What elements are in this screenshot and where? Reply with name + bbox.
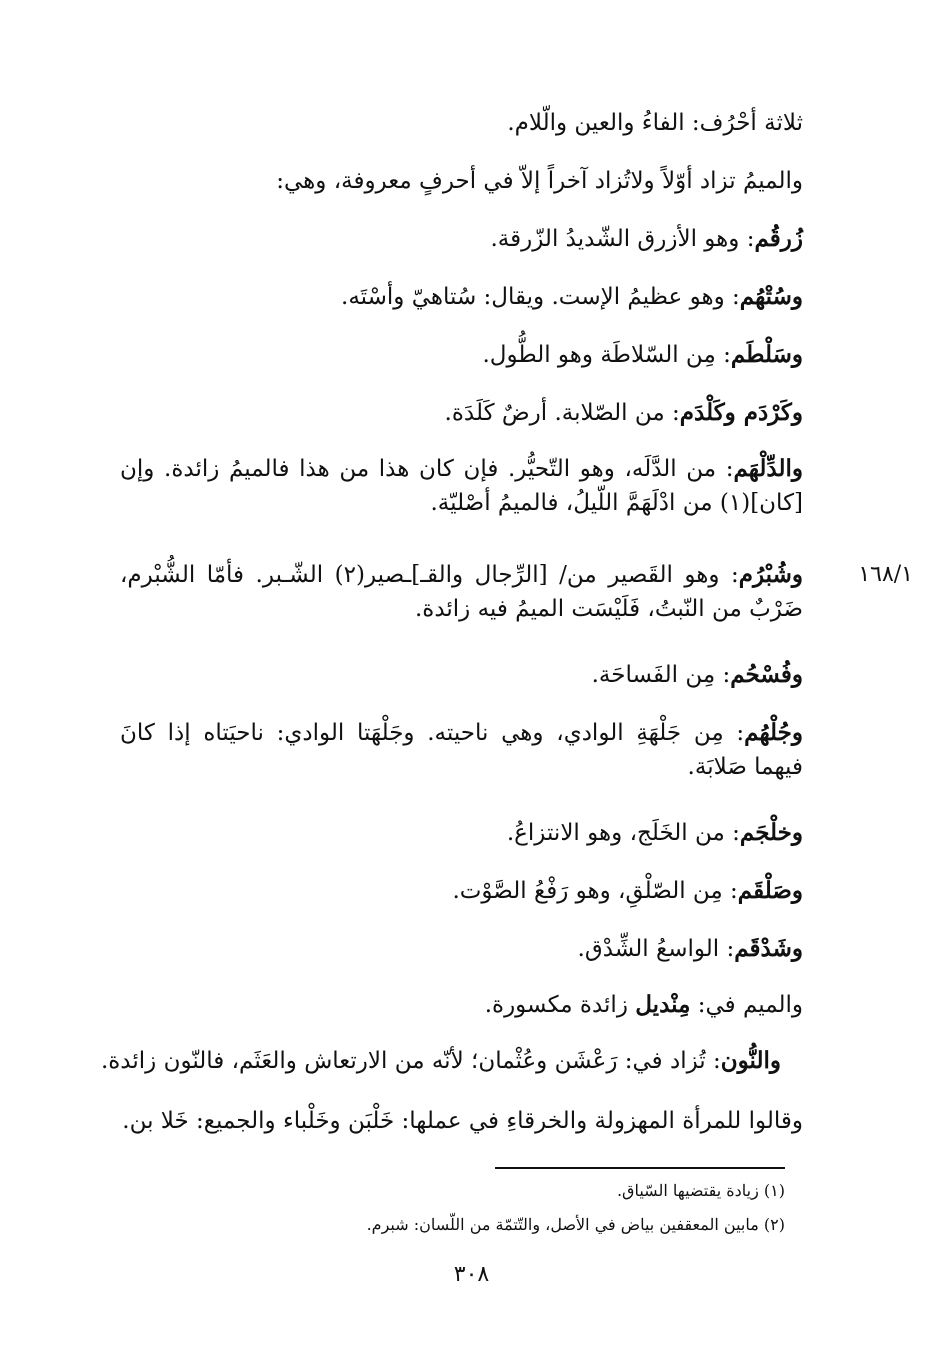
entry-keyword: زُرقُم: [754, 225, 803, 252]
dictionary-entry: [120, 716, 803, 784]
dictionary-entry: [578, 934, 803, 964]
dictionary-entry: [341, 282, 803, 312]
margin-reference: ١٦٨/١: [858, 562, 913, 587]
entry-text: : مِن الفَساحَة.: [591, 662, 731, 688]
entry-keyword: والدِّلْهَم: [733, 455, 803, 482]
entry-keyword: وشُبْرُم: [738, 561, 803, 588]
entry-text: : الواسعُ الشِّدْق.: [577, 936, 735, 962]
entry-text: : وهو القَصير من/ [الرِّجال والقـ]ـصير(٢) الشّـبر. فأمّا الشُّبْرم، ضَرْبٌ من النّبتُ، فَلَيْسَت الميمُ فيه زائدة.: [120, 562, 803, 622]
entry-keyword: وكَرْدَم وكَلْدَم: [679, 399, 803, 426]
entry-keyword: وجُلْهُم: [744, 719, 803, 746]
entry-text: وقالوا للمرأة المهزولة والخرقاءِ في عملها: خَلْبَن وخَلْباء والجميع: خَلا بن.: [122, 1108, 803, 1134]
entry-keyword: وسُتْهُم: [739, 283, 803, 310]
text-line: [507, 108, 803, 138]
entry-keyword: وشَدْقَم: [734, 935, 803, 962]
dictionary-entry: [120, 452, 803, 520]
dictionary-entry: [485, 990, 803, 1020]
entry-keyword: وخلْجَم: [739, 819, 803, 846]
entry-text: والميمُ تزاد أوّلاً ولاتُزاد آخراً إلاّ في أحرفٍ معروفة، وهي:: [276, 168, 803, 194]
entry-keyword: والنُّون: [720, 1047, 781, 1074]
entry-text: : من الصّلابة. أرضٌ كَلَدَة.: [444, 400, 680, 426]
footnote-1: (١) زيادة يقتضيها السّياق.: [616, 1181, 785, 1200]
entry-text: : من الخَلَج، وهو الانتزاعُ.: [506, 820, 740, 846]
footnote-2: (٢) مابين المعقفين بياض في الأصل، والتّتمّة من اللّسان: شبرم.: [366, 1215, 785, 1234]
entry-text: : وهو الأزرق الشّديدُ الزّرقة.: [490, 226, 755, 252]
dictionary-entry: [120, 558, 803, 626]
entry-text: : مِن السّلاطَة وهو الطُّول.: [482, 342, 731, 368]
text-line: [122, 1106, 803, 1136]
entry-text: والميم في:: [690, 992, 803, 1018]
dictionary-entry: [445, 398, 803, 428]
dictionary-entry: [507, 818, 803, 848]
entry-keyword: وفُسْحُم: [730, 661, 803, 688]
dictionary-entry: [482, 340, 803, 370]
entry-keyword: وسَلْطَم: [730, 341, 803, 368]
dictionary-entry: [592, 660, 803, 690]
dictionary-entry: [101, 1046, 781, 1076]
dictionary-entry: [491, 224, 804, 254]
page-number: ٣٠٨: [453, 1262, 490, 1287]
footnote-divider: [495, 1167, 785, 1169]
entry-text-tail: زائدة مكسورة.: [484, 992, 636, 1018]
entry-text: : مِن الصّلْقِ، وهو رَفْعُ الصَّوْت.: [452, 878, 738, 904]
dictionary-entry: [452, 876, 803, 906]
entry-keyword-inline: مِنْديل: [635, 991, 691, 1018]
entry-text: : مِن جَلْهَةِ الوادي، وهي ناحيته. وجَلْهَتا الوادي: ناحيَتاه إذا كانَ فيهما صَلابَة.: [120, 720, 803, 780]
entry-keyword: وصَلْقَم: [737, 877, 803, 904]
entry-text: ثلاثة أحْرُف: الفاءُ والعين والّلام.: [507, 110, 803, 136]
entry-text: : من الدَّلَه، وهو التّحيُّر. فإن كان هذا من هذا فالميمُ زائدة. وإن [كان](١) من ادْلَهَمَّ اللّيلُ، فالميمُ أصْليّة.: [120, 456, 803, 516]
entry-text: : وهو عظيمُ الإست. ويقال: سُتاهيّ وأسْتَه.: [341, 284, 740, 310]
text-line: [276, 166, 803, 196]
entry-text: : تُزاد في: رَعْشَن وعُثْمان؛ لأنّه من الارتعاش والعَثَم، فالنّون زائدة.: [100, 1048, 721, 1074]
